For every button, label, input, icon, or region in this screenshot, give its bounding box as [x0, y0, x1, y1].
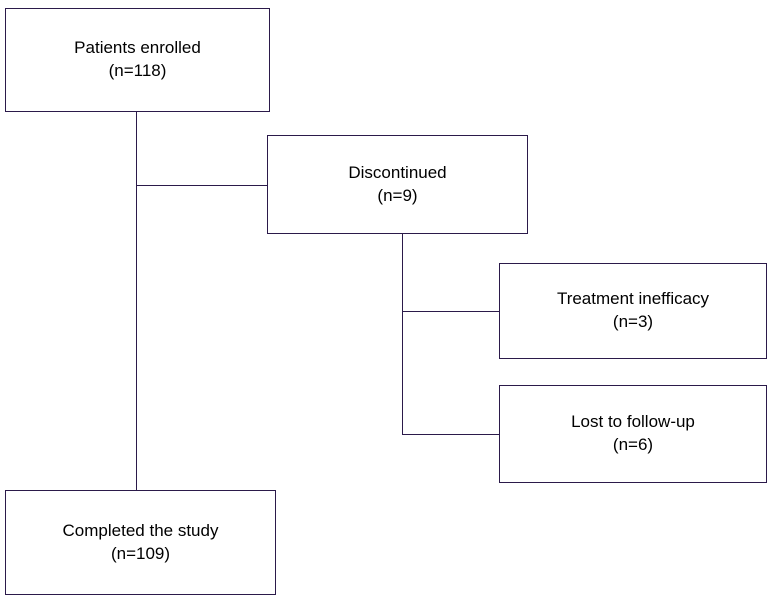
- node-treatment-inefficacy-count: (n=3): [612, 312, 654, 331]
- edge-enrolled-to-discontinued: [136, 185, 267, 186]
- node-patients-enrolled: [5, 8, 270, 112]
- node-lost-to-follow-up: [499, 385, 767, 483]
- edge-discontinued-trunk: [402, 234, 403, 434]
- node-completed-the-study-label: Completed the study: [62, 520, 219, 540]
- edge-enrolled-to-completed: [136, 112, 137, 490]
- node-patients-enrolled-label: Patients enrolled: [74, 38, 201, 58]
- node-treatment-inefficacy: [499, 263, 767, 359]
- edge-discontinued-to-inefficacy: [402, 311, 499, 312]
- node-lost-to-follow-up-label: Lost to follow-up: [571, 412, 695, 432]
- node-completed-the-study: [5, 490, 276, 595]
- node-lost-to-follow-up-count: (n=6): [612, 435, 654, 454]
- node-treatment-inefficacy-label: Treatment inefficacy: [556, 289, 710, 309]
- edge-discontinued-to-lost: [402, 434, 499, 435]
- node-discontinued-label: Discontinued: [348, 162, 447, 182]
- node-discontinued-count: (n=9): [377, 185, 418, 205]
- node-patients-enrolled-count: (n=118): [108, 61, 167, 80]
- node-completed-the-study-count: (n=109): [110, 543, 171, 563]
- node-discontinued: [267, 135, 528, 234]
